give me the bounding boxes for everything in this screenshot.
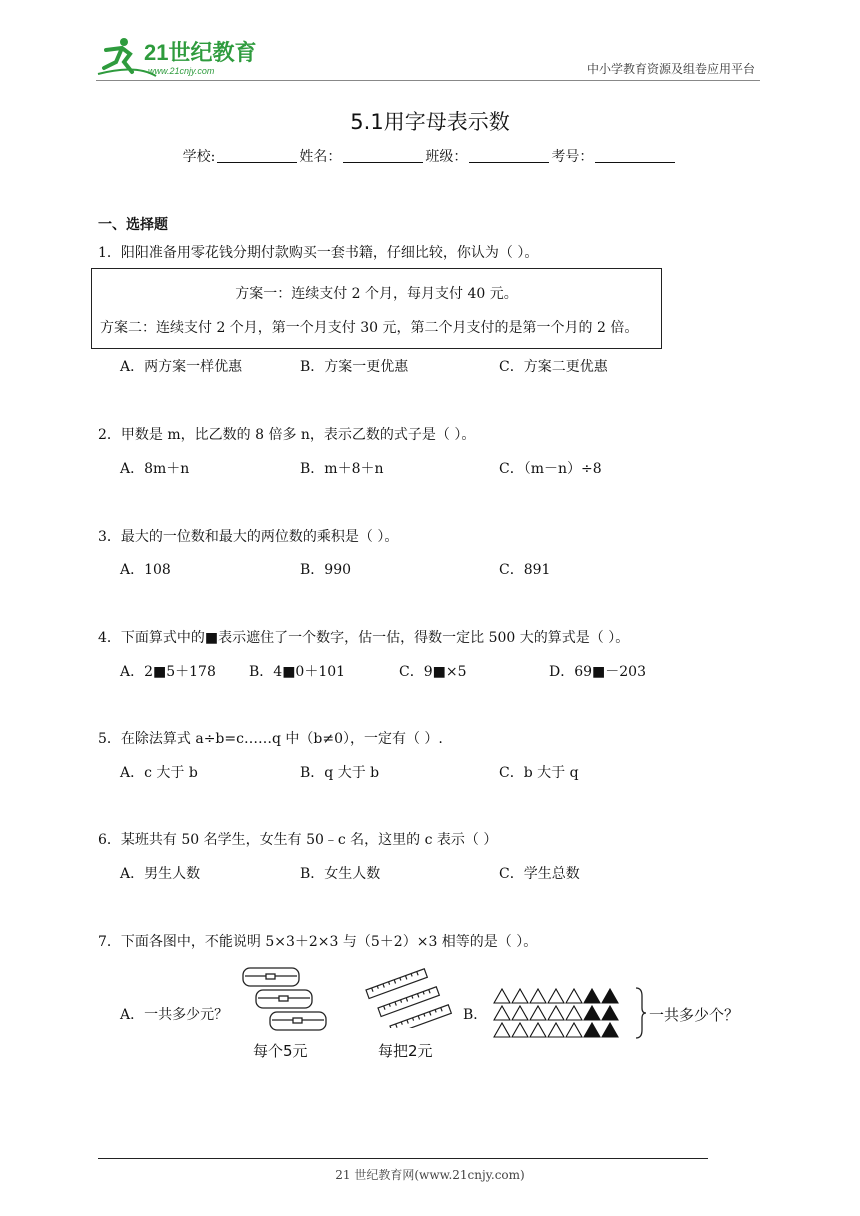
- question-4-stem: 4．下面算式中的■表示遮住了一个数字，估一估，得数一定比 500 大的算式是（ ）。: [98, 630, 630, 646]
- hollow-triangle-icon: [548, 1023, 564, 1037]
- question-6-option-b[interactable]: B．女生人数: [300, 866, 381, 882]
- platform-name: 中小学教育资源及组卷应用平台: [586, 62, 755, 76]
- section-heading: 一、选择题: [98, 217, 168, 233]
- filled-triangle-icon: [584, 1006, 600, 1020]
- triangle-grid: [492, 986, 637, 1040]
- question-6-option-a[interactable]: A．男生人数: [120, 866, 201, 882]
- filled-triangle-icon: [602, 1006, 618, 1020]
- footer-text: 21 世纪教育网(www.21cnjy.com): [335, 1168, 525, 1182]
- question-7-stem: 7．下面各图中，不能说明 5×3＋2×3 与（5＋2）×3 相等的是（ ）。: [98, 934, 538, 950]
- pencil-boxes-figure: [240, 966, 330, 1040]
- filled-triangle-icon: [584, 1023, 600, 1037]
- filled-triangle-icon: [602, 989, 618, 1003]
- hollow-triangle-icon: [530, 1023, 546, 1037]
- name-blank[interactable]: [343, 148, 423, 163]
- exam-no-blank[interactable]: [595, 148, 675, 163]
- hollow-triangle-icon: [566, 989, 582, 1003]
- question-1-option-a[interactable]: A．两方案一样优惠: [120, 359, 243, 375]
- hollow-triangle-icon: [494, 1006, 510, 1020]
- question-3-option-c[interactable]: C．891: [499, 562, 551, 578]
- page-title: 5.1用字母表示数: [350, 110, 510, 134]
- filled-triangle-icon: [584, 989, 600, 1003]
- question-5-option-b[interactable]: B．q 大于 b: [300, 765, 380, 781]
- hollow-triangle-icon: [512, 1023, 528, 1037]
- hollow-triangle-icon: [548, 1006, 564, 1020]
- hollow-triangle-icon: [530, 1006, 546, 1020]
- hollow-triangle-icon: [530, 989, 546, 1003]
- question-2-option-b[interactable]: B．m＋8＋n: [300, 461, 384, 477]
- question-2-option-c[interactable]: C．（m－n）÷8: [499, 461, 602, 477]
- student-info: [0, 146, 860, 166]
- question-4-option-c[interactable]: C．9■×5: [399, 664, 467, 680]
- school-label: 学校:: [182, 149, 216, 165]
- question-1-stem: 1．阳阳准备用零花钱分期付款购买一套书籍，仔细比较，你认为（ ）。: [98, 245, 539, 261]
- question-6-option-c[interactable]: C．学生总数: [499, 866, 580, 882]
- hollow-triangle-icon: [512, 989, 528, 1003]
- question-4-option-d[interactable]: D．69■－203: [549, 664, 646, 680]
- question-6-stem: 6．某班共有 50 名学生，女生有 50﹣c 名，这里的 c 表示（ ）: [98, 832, 498, 848]
- header-divider: [96, 80, 760, 81]
- question-7-b-question: 一共多少个？: [649, 1006, 740, 1024]
- question-1-option-c[interactable]: C．方案二更优惠: [499, 359, 608, 375]
- question-4-option-a[interactable]: A．2■5＋178: [120, 664, 216, 680]
- question-2-option-a[interactable]: A．8m＋n: [120, 461, 190, 477]
- footer-divider: [98, 1158, 708, 1159]
- question-5-option-a[interactable]: A．c 大于 b: [120, 765, 198, 781]
- plan-two: 方案二：连续支付 2 个月，第一个月支付 30 元，第二个月支付的是第一个月的 2 倍。: [100, 320, 639, 336]
- logo-text: 21世纪教育: [144, 40, 257, 65]
- rulers-figure: [362, 964, 454, 1028]
- question-4-option-b[interactable]: B．4■0＋101: [249, 664, 346, 680]
- exam-no-label: 考号：: [551, 149, 594, 165]
- question-7-option-b[interactable]: B．: [463, 1007, 488, 1023]
- hollow-triangle-icon: [548, 989, 564, 1003]
- hollow-triangle-icon: [494, 1023, 510, 1037]
- pencil-box-icon: [270, 1012, 326, 1030]
- hollow-triangle-icon: [494, 989, 510, 1003]
- right-brace-icon: [634, 986, 648, 1040]
- name-label: 姓名：: [299, 149, 342, 165]
- school-blank[interactable]: [217, 148, 297, 163]
- class-label: 班级：: [425, 149, 468, 165]
- logo-url: www.21cnjy.com: [148, 66, 215, 76]
- pencil-box-icon: [256, 990, 312, 1008]
- hollow-triangle-icon: [566, 1023, 582, 1037]
- filled-triangle-icon: [602, 1023, 618, 1037]
- hollow-triangle-icon: [566, 1006, 582, 1020]
- question-1-plan-box: [91, 268, 662, 349]
- question-5-option-c[interactable]: C．b 大于 q: [499, 765, 579, 781]
- question-5-stem: 5．在除法算式 a÷b=c……q 中（b≠0），一定有（ ）.: [98, 731, 443, 747]
- caption-rulers: 每把2元: [378, 1042, 433, 1060]
- logo: [96, 34, 266, 80]
- plan-one: 方案一：连续支付 2 个月，每月支付 40 元。: [235, 286, 518, 302]
- question-3-stem: 3．最大的一位数和最大的两位数的乘积是（ ）。: [98, 529, 399, 545]
- question-2-stem: 2．甲数是 m，比乙数的 8 倍多 n，表示乙数的式子是（ ）。: [98, 427, 476, 443]
- hollow-triangle-icon: [512, 1006, 528, 1020]
- question-7-option-a[interactable]: A．一共多少元？: [120, 1007, 229, 1023]
- question-3-option-a[interactable]: A．108: [120, 562, 171, 578]
- caption-boxes: 每个5元: [253, 1042, 308, 1060]
- class-blank[interactable]: [469, 148, 549, 163]
- question-3-option-b[interactable]: B．990: [300, 562, 352, 578]
- pencil-box-icon: [243, 968, 299, 986]
- question-1-option-b[interactable]: B．方案一更优惠: [300, 359, 409, 375]
